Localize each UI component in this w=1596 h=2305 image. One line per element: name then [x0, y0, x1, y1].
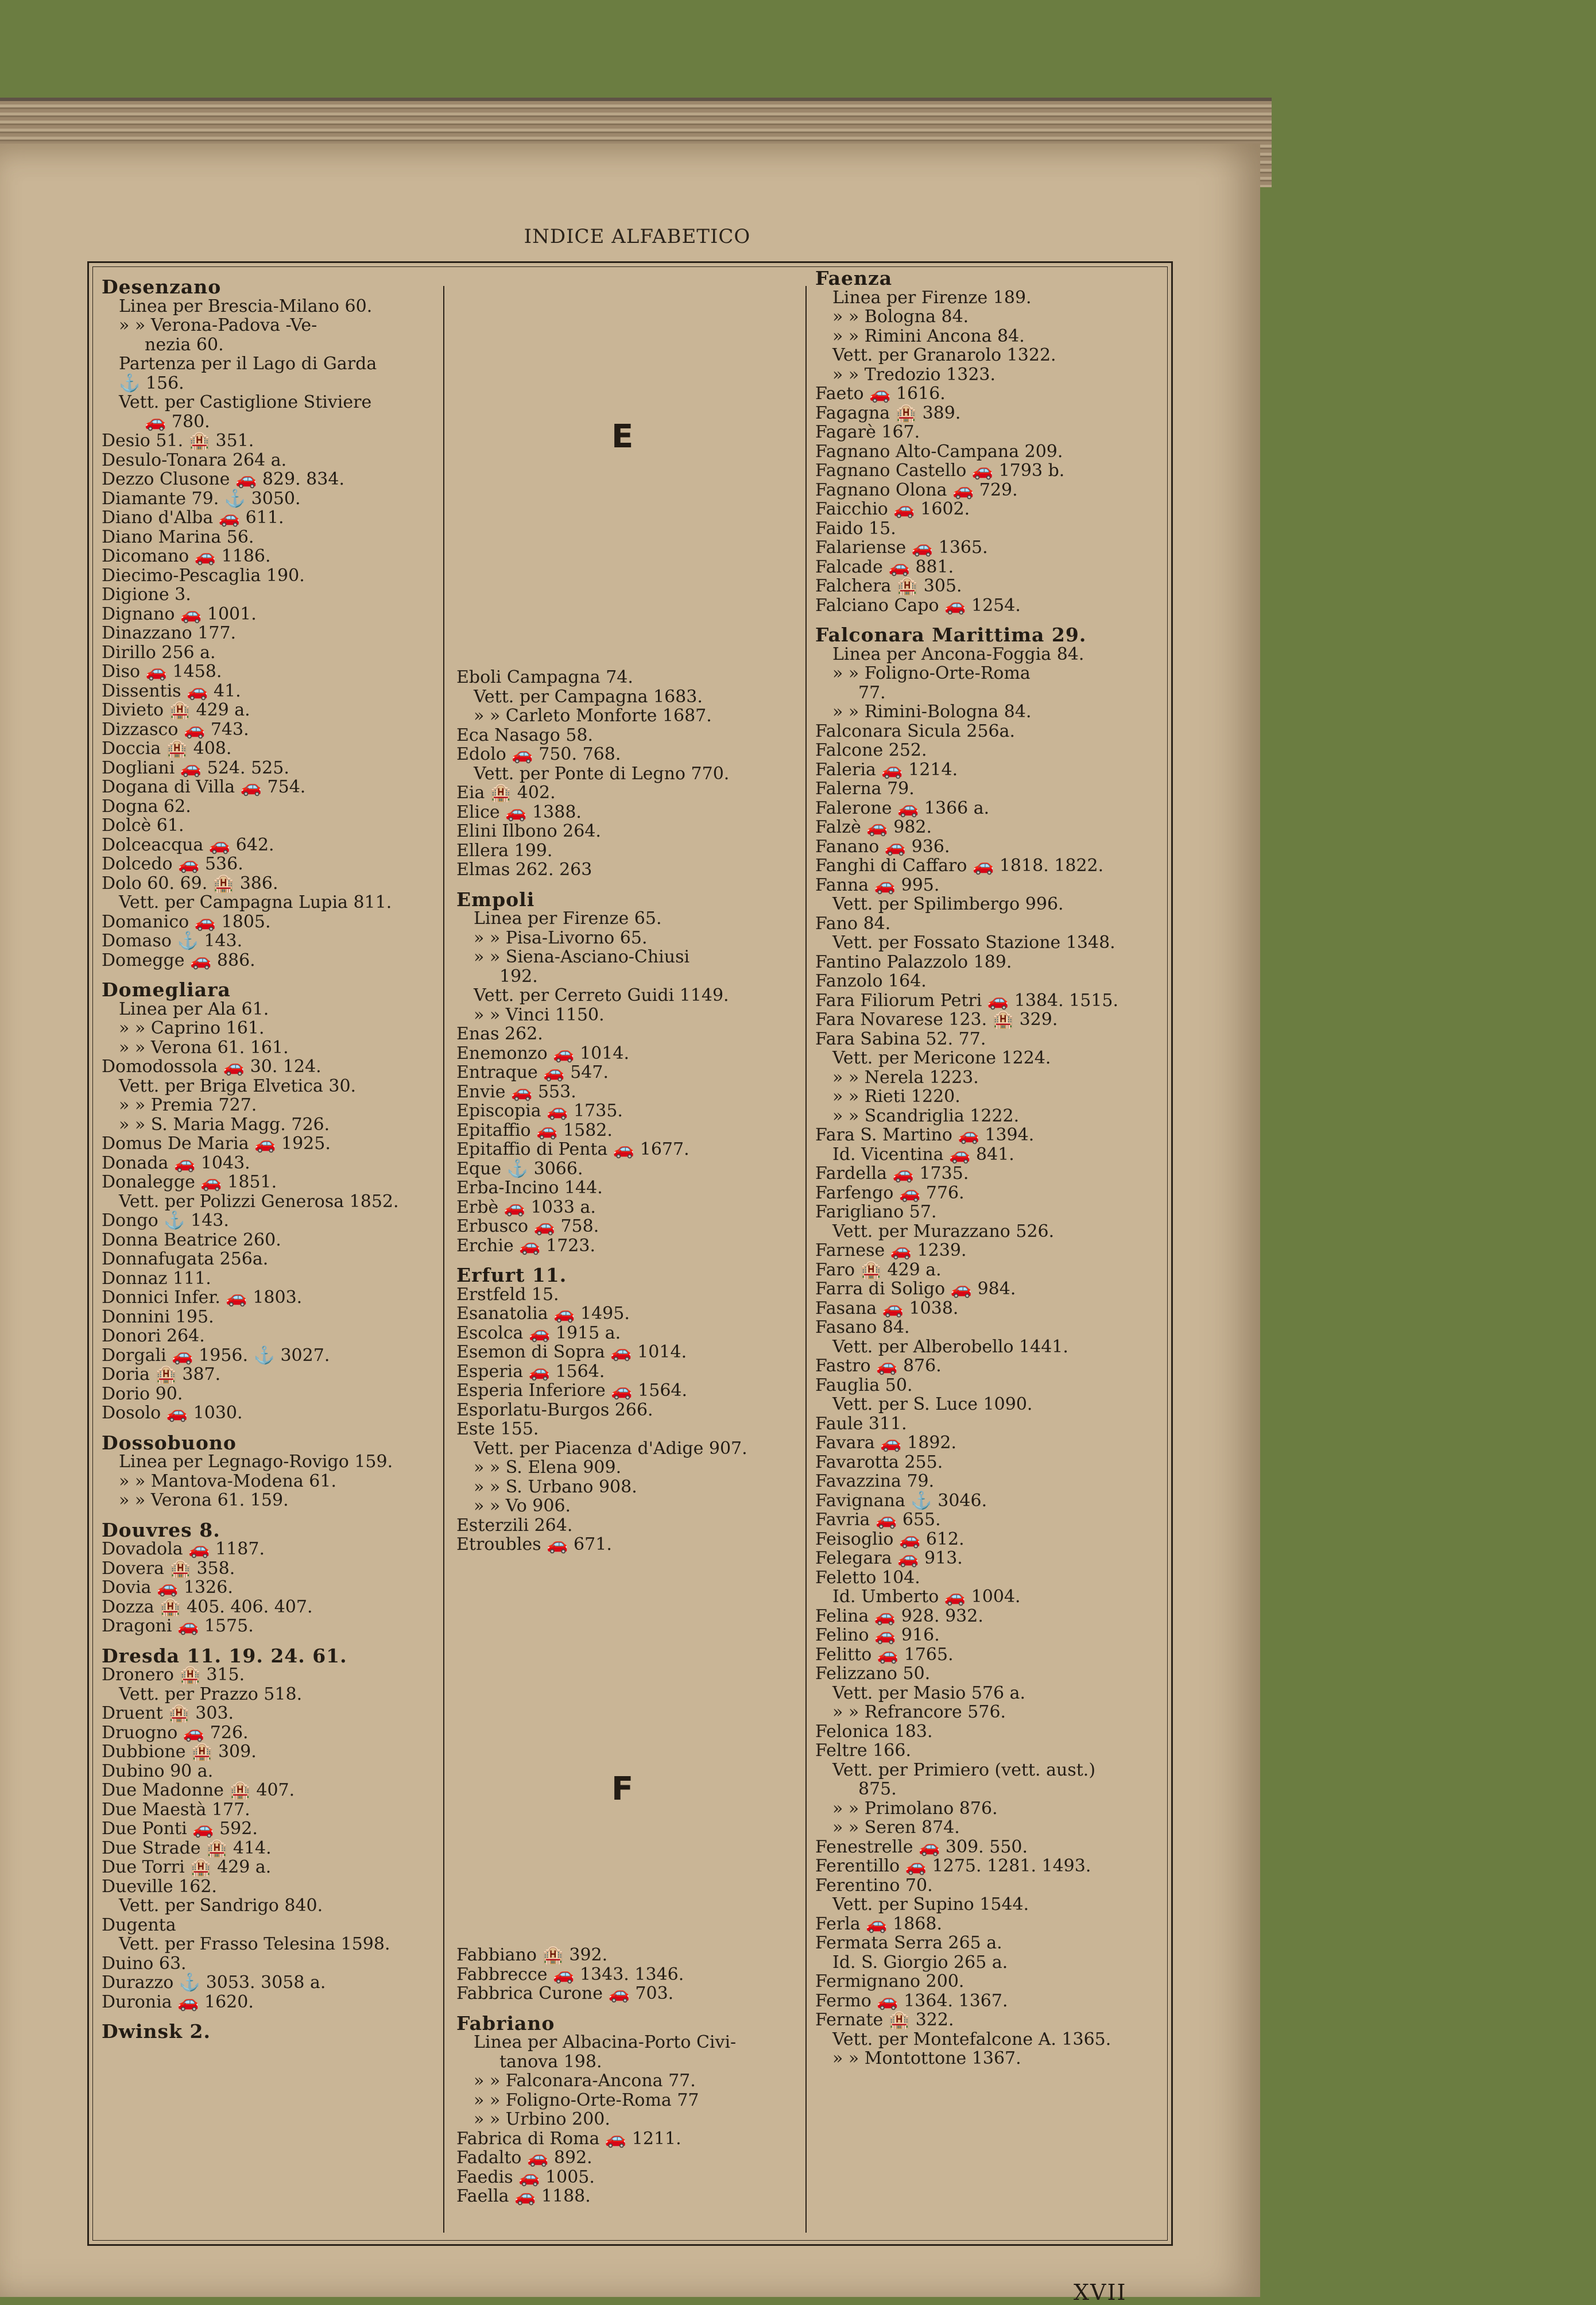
index-entry: Dovera 🏨 358. — [102, 1558, 235, 1579]
index-entry: Donalegge 🚗 1851. — [102, 1172, 277, 1192]
index-entry: » » Scandriglia 1222. — [832, 1105, 1020, 1126]
index-entry: » » Carleto Monforte 1687. — [474, 706, 712, 726]
index-entry: Fabbrecce 🚗 1343. 1346. — [456, 1964, 684, 1985]
index-entry: Fastro 🚗 876. — [815, 1356, 942, 1376]
index-entry: Favara 🚗 1892. — [815, 1433, 957, 1453]
index-entry: 875. — [858, 1779, 897, 1799]
index-entry: Eque ⚓ 3066. — [456, 1158, 583, 1179]
index-entry: Doria 🏨 387. — [102, 1364, 221, 1384]
index-entry: Faella 🚗 1188. — [456, 2186, 591, 2206]
index-entry: 192. — [499, 966, 538, 987]
page-header: INDICE ALFABETICO — [524, 225, 751, 248]
index-entry: Druogno 🚗 726. — [102, 1722, 249, 1743]
index-entry: Farnese 🚗 1239. — [815, 1240, 967, 1260]
index-entry: Vett. per Polizzi Generosa 1852. — [119, 1191, 399, 1212]
index-entry: Envie 🚗 553. — [456, 1081, 576, 1102]
index-entry: Ellera 199. — [456, 840, 553, 861]
index-entry: Vett. per Primiero (vett. aust.) — [832, 1759, 1096, 1780]
index-heading: Dresda 11. 19. 24. 61. — [102, 1644, 347, 1667]
index-entry: Vett. per Ponte di Legno 770. — [474, 763, 730, 784]
index-entry: ⚓ 156. — [119, 373, 184, 393]
index-entry: Fasana 🚗 1038. — [815, 1298, 959, 1318]
index-entry: Etroubles 🚗 671. — [456, 1534, 612, 1554]
index-entry: Due Madonne 🏨 407. — [102, 1780, 295, 1800]
index-entry: Vett. per S. Luce 1090. — [832, 1394, 1033, 1414]
index-entry: » » Verona 61. 159. — [119, 1490, 289, 1510]
index-entry: Domanico 🚗 1805. — [102, 911, 271, 932]
index-entry: Fara Novarese 123. 🏨 329. — [815, 1010, 1058, 1030]
index-entry: Partenza per il Lago di Garda — [119, 354, 377, 374]
index-entry: Epitaffio 🚗 1582. — [456, 1120, 613, 1140]
index-entry: Dogana di Villa 🚗 754. — [102, 777, 306, 797]
index-entry: nezia 60. — [145, 334, 224, 355]
index-entry: » » Siena-Asciano-Chiusi — [474, 947, 690, 967]
index-entry: Erbè 🚗 1033 a. — [456, 1197, 596, 1217]
index-entry: Dizzasco 🚗 743. — [102, 719, 249, 740]
index-entry: » » Primolano 876. — [832, 1798, 998, 1819]
index-heading: Fabriano — [456, 2012, 555, 2035]
index-entry: Vett. per Campagna 1683. — [474, 686, 703, 707]
index-entry: Vett. per Piacenza d'Adige 907. — [474, 1438, 747, 1459]
index-entry: Elice 🚗 1388. — [456, 802, 582, 822]
index-entry: Erba-Incino 144. — [456, 1178, 603, 1198]
index-entry: Dicomano 🚗 1186. — [102, 546, 271, 566]
index-entry: Falciano Capo 🚗 1254. — [815, 595, 1021, 616]
index-entry: Domodossola 🚗 30. 124. — [102, 1057, 321, 1077]
index-entry: » » Falconara-Ancona 77. — [474, 2071, 696, 2091]
index-entry: Fabrica di Roma 🚗 1211. — [456, 2128, 681, 2149]
index-entry: Escolca 🚗 1915 a. — [456, 1322, 621, 1343]
index-entry: Ferentino 70. — [815, 1875, 933, 1896]
index-entry: Vett. per Alberobello 1441. — [832, 1336, 1068, 1357]
index-entry: Enemonzo 🚗 1014. — [456, 1043, 629, 1063]
index-entry: Fanna 🚗 995. — [815, 875, 940, 895]
index-entry: Dorio 90. — [102, 1383, 183, 1404]
index-entry: » » Verona 61. 161. — [119, 1037, 289, 1058]
index-entry: Due Maestà 177. — [102, 1799, 250, 1820]
index-entry: Favazzina 79. — [815, 1471, 935, 1491]
index-entry: Dissentis 🚗 41. — [102, 680, 241, 701]
index-entry: Id. S. Giorgio 265 a. — [832, 1952, 1008, 1973]
index-entry: Fara Filiorum Petri 🚗 1384. 1515. — [815, 990, 1119, 1011]
index-entry: Vett. per Campagna Lupia 811. — [119, 892, 392, 912]
index-entry: Enas 262. — [456, 1024, 543, 1044]
index-entry: Fauglia 50. — [815, 1375, 913, 1395]
index-entry: » » Verona-Padova -Ve- — [119, 315, 317, 335]
index-entry: Donna Beatrice 260. — [102, 1229, 281, 1250]
index-entry: Diso 🚗 1458. — [102, 662, 222, 682]
index-entry: Domegge 🚗 886. — [102, 950, 255, 970]
index-entry: Dueville 162. — [102, 1876, 217, 1897]
index-entry: » » Seren 874. — [832, 1817, 960, 1838]
index-entry: » » S. Urbano 908. — [474, 1476, 637, 1497]
index-entry: Falariense 🚗 1365. — [815, 537, 988, 558]
index-entry: Dovia 🚗 1326. — [102, 1577, 233, 1598]
section-letter-e: E — [611, 418, 634, 455]
index-entry: Falconara Sicula 256a. — [815, 721, 1016, 741]
index-entry: Edolo 🚗 750. 768. — [456, 744, 621, 764]
index-entry: » » S. Elena 909. — [474, 1457, 622, 1478]
index-entry: Felina 🚗 928. 932. — [815, 1606, 983, 1626]
index-entry: Felonica 183. — [815, 1721, 933, 1742]
index-entry: Dozza 🏨 405. 406. 407. — [102, 1596, 313, 1617]
index-entry: Farfengo 🚗 776. — [815, 1182, 964, 1203]
index-entry: Ferentillo 🚗 1275. 1281. 1493. — [815, 1856, 1091, 1876]
index-entry: Fabbiano 🏨 392. — [456, 1945, 608, 1965]
index-entry: Dubbione 🏨 309. — [102, 1742, 257, 1762]
index-entry: Vett. per Murazzano 526. — [832, 1221, 1055, 1242]
index-entry: Dogna 62. — [102, 796, 191, 817]
index-entry: Domus De Maria 🚗 1925. — [102, 1134, 331, 1154]
index-entry: Fagagna 🏨 389. — [815, 403, 961, 423]
index-entry: Dongo ⚓ 143. — [102, 1210, 229, 1231]
index-entry: 🚗 780. — [145, 411, 210, 432]
index-entry: Fara S. Martino 🚗 1394. — [815, 1125, 1035, 1145]
index-entry: Donori 264. — [102, 1326, 205, 1346]
index-entry: Dirillo 256 a. — [102, 642, 216, 663]
index-entry: Eboli Campagna 74. — [456, 667, 633, 687]
index-entry: 77. — [858, 682, 886, 703]
index-entry: Faeto 🚗 1616. — [815, 384, 946, 404]
index-entry: Fardella 🚗 1735. — [815, 1163, 969, 1184]
index-entry: Fagarè 167. — [815, 422, 920, 442]
index-entry: Fantino Palazzolo 189. — [815, 952, 1012, 972]
index-entry: Faido 15. — [815, 518, 896, 539]
index-entry: Duronia 🚗 1620. — [102, 1991, 254, 2012]
index-entry: Falcade 🚗 881. — [815, 556, 954, 577]
index-entry: » » Montottone 1367. — [832, 2048, 1021, 2068]
index-entry: Vett. per Frasso Telesina 1598. — [119, 1934, 390, 1954]
index-entry: Esterzili 264. — [456, 1515, 573, 1536]
index-entry: Fenestrelle 🚗 309. 550. — [815, 1836, 1028, 1857]
index-entry: Linea per Firenze 65. — [474, 908, 662, 929]
index-entry: Faicchio 🚗 1602. — [815, 499, 970, 519]
index-heading: Empoli — [456, 888, 535, 911]
index-entry: Favarotta 255. — [815, 1452, 943, 1472]
index-entry: Donada 🚗 1043. — [102, 1152, 250, 1173]
index-entry: Id. Umberto 🚗 1004. — [832, 1587, 1021, 1607]
index-entry: Donnaz 111. — [102, 1268, 211, 1289]
index-entry: Due Ponti 🚗 592. — [102, 1819, 258, 1839]
index-entry: Fara Sabina 52. 77. — [815, 1028, 986, 1049]
index-entry: Elmas 262. 263 — [456, 860, 592, 880]
index-entry: Entraque 🚗 547. — [456, 1062, 609, 1082]
index-entry: Faleria 🚗 1214. — [815, 759, 958, 780]
index-entry: Linea per Brescia-Milano 60. — [119, 296, 373, 316]
index-entry: Vett. per Prazzo 518. — [119, 1684, 303, 1704]
index-entry: Desulo-Tonara 264 a. — [102, 450, 287, 470]
index-entry: Fagnano Castello 🚗 1793 b. — [815, 461, 1065, 481]
index-entry: Fermignano 200. — [815, 1971, 964, 1991]
column-rule-1 — [443, 286, 444, 2233]
index-entry: Vett. per Masio 576 a. — [832, 1683, 1026, 1703]
index-entry: Due Strade 🏨 414. — [102, 1838, 272, 1858]
index-entry: Faule 311. — [815, 1413, 907, 1434]
index-entry: Faro 🏨 429 a. — [815, 1259, 942, 1280]
index-entry: Vett. per Briga Elvetica 30. — [119, 1076, 357, 1096]
index-entry: » » S. Maria Magg. 726. — [119, 1114, 330, 1135]
index-entry: Elini Ilbono 264. — [456, 821, 601, 841]
index-entry: Esperia 🚗 1564. — [456, 1361, 605, 1382]
index-entry: Dolo 60. 69. 🏨 386. — [102, 873, 278, 894]
index-entry: » » Caprino 161. — [119, 1018, 265, 1038]
index-heading: Falconara Marittima 29. — [815, 624, 1087, 646]
index-entry: » » Urbino 200. — [474, 2109, 610, 2129]
index-entry: » » Vo 906. — [474, 1496, 571, 1516]
index-entry: Donnafugata 256a. — [102, 1249, 269, 1269]
index-entry: Fasano 84. — [815, 1317, 910, 1337]
index-entry: Fanghi di Caffaro 🚗 1818. 1822. — [815, 856, 1104, 876]
index-entry: Vett. per Cerreto Guidi 1149. — [474, 985, 729, 1005]
index-entry: Vett. per Mericone 1224. — [832, 1048, 1051, 1068]
index-entry: tanova 198. — [499, 2051, 602, 2072]
index-entry: Due Torri 🏨 429 a. — [102, 1857, 272, 1877]
index-entry: Donnici Infer. 🚗 1803. — [102, 1287, 303, 1308]
index-entry: Fagnano Olona 🚗 729. — [815, 479, 1018, 500]
index-entry: Este 155. — [456, 1419, 539, 1439]
index-entry: Diamante 79. ⚓ 3050. — [102, 488, 301, 509]
index-column-d — [102, 277, 437, 2041]
index-entry: Durazzo ⚓ 3053. 3058 a. — [102, 1973, 326, 1993]
index-entry: Divieto 🏨 429 a. — [102, 700, 250, 720]
index-entry: Vett. per Montefalcone A. 1365. — [832, 2029, 1111, 2049]
index-heading: Domegliara — [102, 979, 231, 1001]
index-entry: » » Rimini Ancona 84. — [832, 326, 1025, 346]
index-entry: Favria 🚗 655. — [815, 1510, 941, 1530]
index-entry: Dosolo 🚗 1030. — [102, 1403, 243, 1423]
book-page — [0, 144, 1260, 2305]
index-entry: Domaso ⚓ 143. — [102, 931, 243, 951]
index-entry: Falerna 79. — [815, 779, 915, 799]
index-heading: Douvres 8. — [102, 1518, 220, 1541]
index-entry: Falchera 🏨 305. — [815, 576, 962, 596]
index-entry: Linea per Ancona-Foggia 84. — [832, 644, 1084, 664]
index-entry: Diano d'Alba 🚗 611. — [102, 508, 284, 528]
index-heading: Desenzano — [102, 276, 222, 298]
index-entry: Dorgali 🚗 1956. ⚓ 3027. — [102, 1345, 330, 1366]
index-entry: Desio 51. 🏨 351. — [102, 431, 254, 451]
index-entry: Favignana ⚓ 3046. — [815, 1490, 987, 1511]
index-entry: Linea per Ala 61. — [119, 999, 269, 1019]
index-frame — [87, 261, 1173, 2246]
index-entry: Epitaffio di Penta 🚗 1677. — [456, 1139, 689, 1159]
index-entry: » » Foligno-Orte-Roma 77 — [474, 2090, 699, 2110]
index-entry: » » Rieti 1220. — [832, 1086, 960, 1107]
index-entry: Diano Marina 56. — [102, 527, 254, 547]
index-entry: Eia 🏨 402. — [456, 783, 556, 803]
index-entry: Dolceacqua 🚗 642. — [102, 834, 274, 855]
index-entry: Vett. per Supino 1544. — [832, 1894, 1029, 1915]
index-entry: Falzè 🚗 982. — [815, 817, 932, 837]
index-entry: Feisoglio 🚗 612. — [815, 1529, 964, 1549]
index-column-f — [815, 269, 1165, 2068]
index-entry: Ferla 🚗 1868. — [815, 1913, 943, 1934]
index-entry: » » Vinci 1150. — [474, 1004, 605, 1025]
index-entry: Fadalto 🚗 892. — [456, 2148, 592, 2168]
index-entry: Fermata Serra 265 a. — [815, 1933, 1002, 1953]
page-number: XVII — [1074, 2280, 1127, 2305]
index-entry: Druent 🏨 303. — [102, 1703, 234, 1723]
index-entry: Erbusco 🚗 758. — [456, 1216, 599, 1236]
index-entry: Digione 3. — [102, 585, 191, 605]
index-entry: Dolcè 61. — [102, 815, 184, 836]
index-entry: Farigliano 57. — [815, 1202, 937, 1222]
index-entry: Erchie 🚗 1723. — [456, 1235, 596, 1256]
index-entry: Falerone 🚗 1366 a. — [815, 798, 990, 818]
index-entry: » » Premia 727. — [119, 1095, 257, 1115]
index-entry: Linea per Albacina-Porto Civi- — [474, 2032, 737, 2052]
index-entry: Erstfeld 15. — [456, 1284, 559, 1305]
index-entry: Feltre 166. — [815, 1741, 912, 1761]
index-entry: Felitto 🚗 1765. — [815, 1644, 954, 1665]
index-entry: Fanzolo 164. — [815, 971, 927, 991]
index-entry: Fernate 🏨 322. — [815, 2010, 954, 2030]
index-entry: Id. Vicentina 🚗 841. — [832, 1144, 1014, 1165]
index-entry: » » Bologna 84. — [832, 307, 969, 327]
index-entry: Felizzano 50. — [815, 1664, 931, 1684]
index-entry: Fagnano Alto-Campana 209. — [815, 441, 1063, 462]
index-entry: » » Tredozio 1323. — [832, 364, 996, 385]
index-entry: Fano 84. — [815, 913, 891, 934]
index-entry: Dolcedo 🚗 536. — [102, 854, 243, 874]
index-entry: Linea per Legnago-Rovigo 159. — [119, 1452, 393, 1472]
index-entry: Fanano 🚗 936. — [815, 836, 950, 857]
index-entry: » » Rimini-Bologna 84. — [832, 702, 1032, 722]
index-entry: Dinazzano 177. — [102, 623, 237, 643]
index-entry: Esanatolia 🚗 1495. — [456, 1304, 630, 1324]
index-heading: Faenza — [815, 267, 893, 289]
index-entry: Farra di Soligo 🚗 984. — [815, 1279, 1016, 1299]
index-entry: » » Pisa-Livorno 65. — [474, 927, 648, 948]
index-entry: Feletto 104. — [815, 1567, 920, 1588]
index-entry: » » Nerela 1223. — [832, 1067, 979, 1088]
index-entry: » » Foligno-Orte-Roma — [832, 663, 1031, 683]
index-heading: Dossobuono — [102, 1431, 237, 1454]
index-entry: Fermo 🚗 1364. 1367. — [815, 1990, 1008, 2011]
index-entry: Vett. per Castiglione Stiviere — [119, 392, 372, 412]
section-letter-f: F — [611, 1770, 634, 1808]
index-entry: Faedis 🚗 1005. — [456, 2167, 595, 2187]
index-entry: Vett. per Spilimbergo 996. — [832, 894, 1064, 914]
index-entry: Vett. per Granarolo 1322. — [832, 345, 1056, 365]
index-entry: Donnini 195. — [102, 1306, 214, 1327]
index-entry: Dignano 🚗 1001. — [102, 604, 257, 624]
index-entry: Dubino 90 a. — [102, 1761, 214, 1781]
column-rule-2 — [805, 286, 807, 2233]
index-entry: Vett. per Sandrigo 840. — [119, 1896, 323, 1916]
index-entry: Vett. per Fossato Stazione 1348. — [832, 933, 1115, 953]
index-entry: Eca Nasago 58. — [456, 725, 594, 745]
index-heading: Dwinsk 2. — [102, 2020, 211, 2043]
index-entry: Felegara 🚗 913. — [815, 1548, 963, 1568]
index-entry: Dugenta — [102, 1915, 176, 1935]
index-entry: Duino 63. — [102, 1953, 187, 1974]
index-entry: Episcopia 🚗 1735. — [456, 1101, 623, 1121]
index-column-e — [456, 668, 801, 1554]
index-entry: Dovadola 🚗 1187. — [102, 1539, 265, 1559]
index-entry: Fabbrica Curone 🚗 703. — [456, 1983, 674, 2004]
index-entry: Doccia 🏨 408. — [102, 738, 232, 759]
index-entry: Esemon di Sopra 🚗 1014. — [456, 1342, 687, 1362]
index-heading: Erfurt 11. — [456, 1264, 567, 1286]
index-entry: Esporlatu-Burgos 266. — [456, 1399, 653, 1420]
index-entry: Felino 🚗 916. — [815, 1625, 940, 1645]
index-entry: Diecimo-Pescaglia 190. — [102, 565, 305, 586]
index-entry: Dogliani 🚗 524. 525. — [102, 757, 289, 778]
index-entry: » » Mantova-Modena 61. — [119, 1471, 336, 1491]
index-entry: Esperia Inferiore 🚗 1564. — [456, 1380, 688, 1401]
index-entry: Dezzo Clusone 🚗 829. 834. — [102, 469, 344, 489]
index-entry: Falcone 252. — [815, 740, 927, 760]
index-entry: » » Refrancore 576. — [832, 1702, 1006, 1722]
index-entry: Dragoni 🚗 1575. — [102, 1616, 254, 1636]
index-entry: Dronero 🏨 315. — [102, 1665, 245, 1685]
index-entry: Linea per Firenze 189. — [832, 287, 1032, 308]
index-column-f-start — [456, 1946, 801, 2206]
